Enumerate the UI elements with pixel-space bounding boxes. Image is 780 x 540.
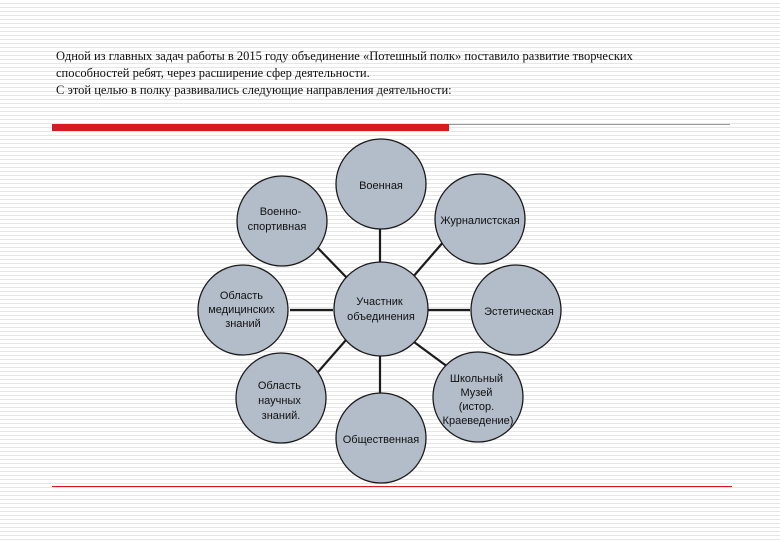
spoke-sport [314,244,347,278]
node-museum-label: Школьный Музей (истор. Краеведение) [442,373,514,427]
node-sport-label: Военно- спортивная [247,206,307,233]
node-military-label: Военная [359,179,403,192]
node-aesthetic-label: Эстетическая [484,305,554,318]
node-social [336,393,426,483]
node-social-label: Общественная [342,433,420,446]
node-museum [433,352,523,442]
center-node [334,262,428,356]
spoke-science [318,340,346,372]
node-journalism [435,174,525,264]
intro-line-2: способностей ребят, через расширение сфер деятельности. [56,66,370,80]
spoke-journalism [412,240,445,278]
intro-line-1: Одной из главных задач работы в 2015 году объединение «Потешный полк» поставило развитие творческих [56,49,633,63]
node-science [236,353,326,443]
node-military [336,139,426,229]
node-medicine-label: Область медицинских знаний [208,290,275,330]
center-node-label: Участник объединения [347,296,415,323]
intro-line-3: С этой целью в полку развивались следующие направления деятельности: [56,83,452,97]
node-journalism-label: Журналистская [440,214,520,227]
node-aesthetic [471,265,561,355]
node-sport [237,176,327,266]
node-science-label: Область научных знаний. [257,380,302,422]
node-medicine [198,265,288,355]
